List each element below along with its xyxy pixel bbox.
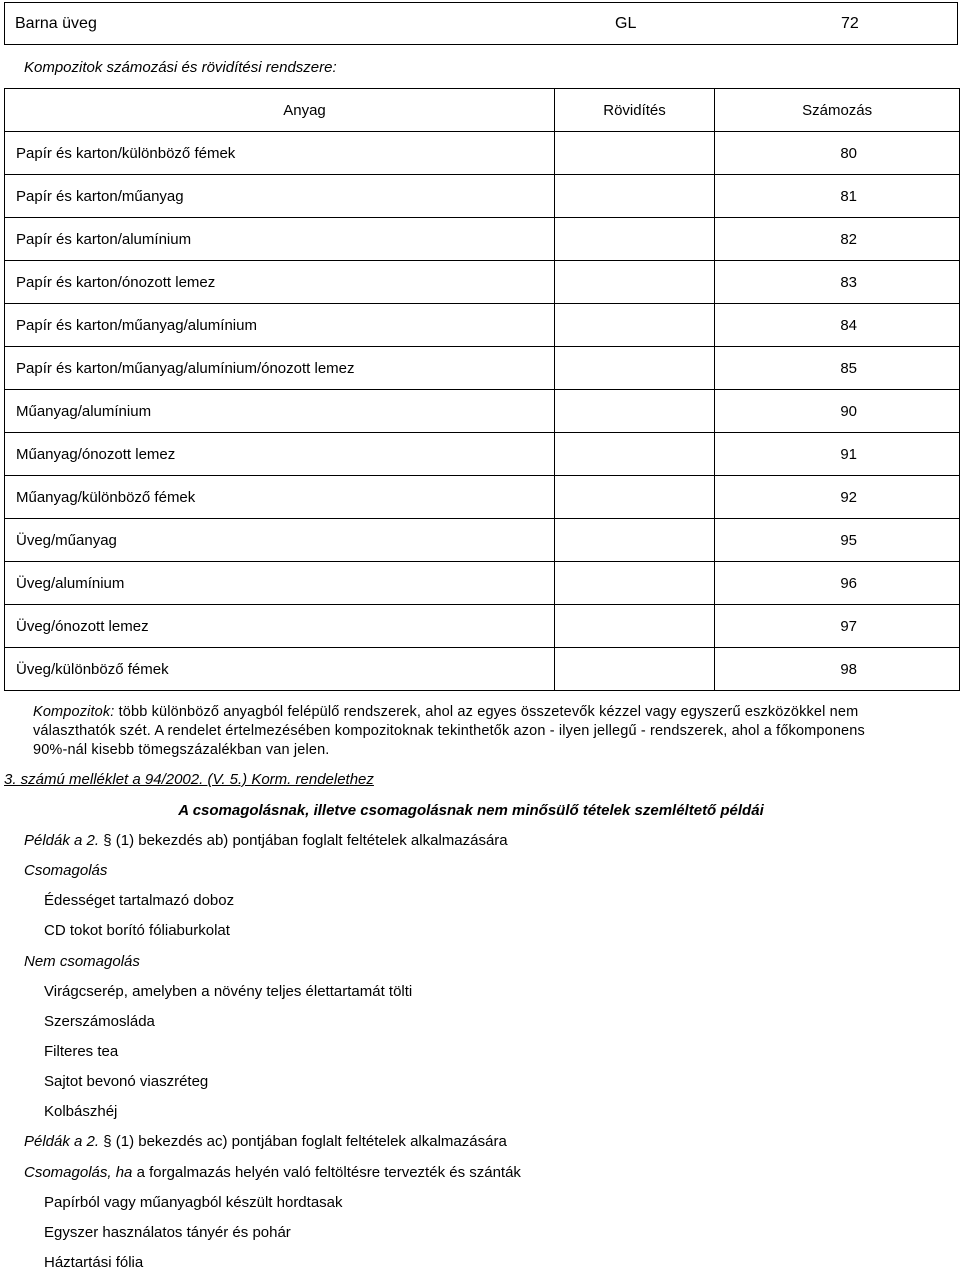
row-number: 96 xyxy=(715,562,960,605)
section1-heading xyxy=(24,832,508,849)
table-row xyxy=(5,304,960,347)
row-abbr xyxy=(554,261,714,304)
annex-reference: 3. számú melléklet a 94/2002. (V. 5.) Korm. rendelethez xyxy=(4,771,374,788)
row-abbr xyxy=(554,605,714,648)
table-row xyxy=(5,648,960,691)
composite-definition xyxy=(33,703,943,760)
non-packaging-item: Kolbászhéj xyxy=(44,1103,118,1120)
row-number: 83 xyxy=(715,261,960,304)
header-number: Számozás xyxy=(715,89,960,132)
section2-item: Háztartási fólia xyxy=(44,1254,144,1271)
row-material: Műanyag/különböző fémek xyxy=(5,476,555,519)
row-number: 82 xyxy=(715,218,960,261)
row-number: 98 xyxy=(715,648,960,691)
non-packaging-item: Virágcserép, amelyben a növény teljes élettartamát tölti xyxy=(44,983,413,1000)
section1-packaging-label: Csomagolás xyxy=(24,862,108,879)
table-row xyxy=(5,605,960,648)
section1-heading-rest: § (1) bekezdés ab) pontjában foglalt feltételek alkalmazására xyxy=(99,832,508,849)
row-abbr xyxy=(554,175,714,218)
section2-heading-italic: Példák a 2. xyxy=(24,1133,100,1150)
packaging-item: CD tokot borító fóliaburkolat xyxy=(44,922,230,939)
section2-heading-rest: § (1) bekezdés ac) pontjában foglalt feltételek alkalmazására xyxy=(99,1133,507,1150)
table-header-row xyxy=(5,89,960,132)
header-abbr: Rövidítés xyxy=(554,89,714,132)
row-number: 95 xyxy=(715,519,960,562)
section2-label-italic: Csomagolás, ha xyxy=(24,1164,133,1181)
row-material: Papír és karton/műanyag/alumínium/ónozott lemez xyxy=(5,347,555,390)
top-row-abbr: GL xyxy=(615,15,637,32)
row-abbr xyxy=(554,390,714,433)
row-abbr xyxy=(554,648,714,691)
section2-item: Papírból vagy műanyagból készült hordtasak xyxy=(44,1194,343,1211)
row-abbr xyxy=(554,476,714,519)
table-row xyxy=(5,519,960,562)
table-row xyxy=(5,476,960,519)
row-abbr xyxy=(554,132,714,175)
row-material: Papír és karton/különböző fémek xyxy=(5,132,555,175)
section2-heading xyxy=(24,1133,507,1150)
non-packaging-item: Filteres tea xyxy=(44,1043,119,1060)
annex-title: A csomagolásnak, illetve csomagolásnak nem minősülő tételek szemléltető példái xyxy=(178,802,764,819)
note-term: Kompozitok: xyxy=(33,704,115,720)
section2-item: Egyszer használatos tányér és pohár xyxy=(44,1224,291,1241)
row-abbr xyxy=(554,218,714,261)
row-abbr xyxy=(554,519,714,562)
row-number: 85 xyxy=(715,347,960,390)
note-line3: 90%-nál kisebb tömegszázalékban van jelen. xyxy=(33,742,330,758)
row-material: Üveg/különböző fémek xyxy=(5,648,555,691)
table-row xyxy=(5,433,960,476)
table-row xyxy=(5,347,960,390)
section2-label-rest: a forgalmazás helyén való feltöltésre tervezték és szánták xyxy=(132,1164,521,1181)
table-caption: Kompozitok számozási és rövidítési rendszere: xyxy=(24,59,337,76)
row-material: Papír és karton/ónozott lemez xyxy=(5,261,555,304)
section2-packaging-label xyxy=(24,1164,521,1181)
table-row xyxy=(5,175,960,218)
row-material: Papír és karton/műanyag/alumínium xyxy=(5,304,555,347)
row-number: 81 xyxy=(715,175,960,218)
section1-non-packaging-label: Nem csomagolás xyxy=(24,953,140,970)
top-row-name: Barna üveg xyxy=(15,15,97,32)
row-number: 97 xyxy=(715,605,960,648)
row-abbr xyxy=(554,562,714,605)
row-material: Műanyag/ónozott lemez xyxy=(5,433,555,476)
non-packaging-item: Szerszámosláda xyxy=(44,1013,155,1030)
row-number: 90 xyxy=(715,390,960,433)
note-line1: több különböző anyagból felépülő rendszerek, ahol az egyes összetevők kézzel vagy egyszerű eszközökkel nem xyxy=(114,704,859,720)
row-material: Papír és karton/műanyag xyxy=(5,175,555,218)
section1-heading-italic: Példák a 2. xyxy=(24,832,100,849)
row-number: 91 xyxy=(715,433,960,476)
table-row xyxy=(5,562,960,605)
row-material: Műanyag/alumínium xyxy=(5,390,555,433)
packaging-item: Édességet tartalmazó doboz xyxy=(44,892,235,909)
row-number: 80 xyxy=(715,132,960,175)
table-row xyxy=(5,132,960,175)
row-number: 84 xyxy=(715,304,960,347)
composite-table xyxy=(4,88,960,691)
row-material: Papír és karton/alumínium xyxy=(5,218,555,261)
row-number: 92 xyxy=(715,476,960,519)
table-row xyxy=(5,261,960,304)
table-row xyxy=(5,390,960,433)
row-material: Üveg/ónozott lemez xyxy=(5,605,555,648)
top-row-num: 72 xyxy=(841,15,859,32)
row-abbr xyxy=(554,304,714,347)
row-material: Üveg/műanyag xyxy=(5,519,555,562)
row-material: Üveg/alumínium xyxy=(5,562,555,605)
header-material: Anyag xyxy=(5,89,555,132)
top-row-table xyxy=(4,2,958,45)
non-packaging-item: Sajtot bevonó viaszréteg xyxy=(44,1073,209,1090)
table-row xyxy=(5,218,960,261)
note-line2: választhatók szét. A rendelet értelmezésében kompozitoknak tekinthetők azon - ilyen jellegű - rendszerek, ahol a főkomponens xyxy=(33,723,865,739)
row-abbr xyxy=(554,433,714,476)
row-abbr xyxy=(554,347,714,390)
